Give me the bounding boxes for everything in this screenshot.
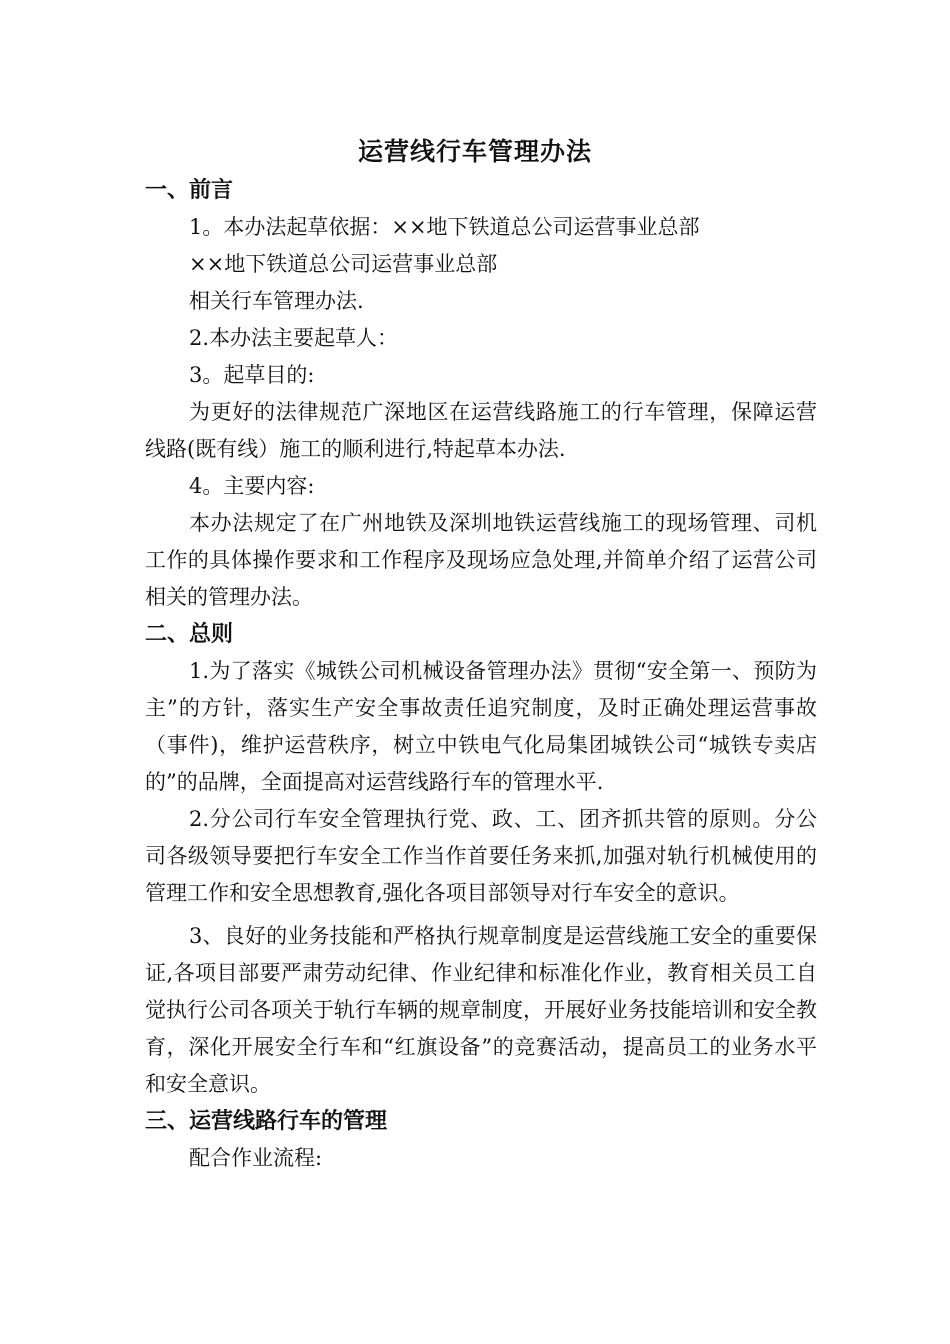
section-heading-operation: 三、运营线路行车的管理	[145, 1109, 388, 1134]
paragraph: 1。本办法起草依据：××地下铁道总公司运营事业总部	[189, 215, 700, 239]
paragraph: 3。起草目的:	[189, 363, 315, 387]
paragraph: 2.分公司行车安全管理执行党、政、工、团齐抓共管的原则。分公司各级领导要把行车安全工作当作首要任务来抓,加强对轨行机械使用的管理工作和安全思想教育,强化各项目部领导对行车安全的意识。	[145, 807, 817, 905]
paragraph: 2.本办法主要起草人：	[189, 326, 399, 350]
paragraph: 本办法规定了在广州地铁及深圳地铁运营线施工的现场管理、司机工作的具体操作要求和工作程序及现场应急处理,并简单介绍了运营公司相关的管理办法。	[145, 511, 817, 609]
document-body	[145, 172, 817, 1177]
paragraph: 4。主要内容:	[189, 474, 315, 498]
section-heading-preface: 一、前言	[145, 178, 234, 203]
paragraph: 1.为了落实《城铁公司机械设备管理办法》贯彻“安全第一、预防为主”的方针，落实生产安全事故责任追究制度，及时正确处理运营事故（事件)，维护运营秩序，树立中铁电气化局集团城铁公司“城铁专卖店的”的品牌，全面提高对运营线路行车的管理水平.	[145, 659, 817, 794]
paragraph: 3、良好的业务技能和严格执行规章制度是运营线施工安全的重要保证,各项目部要严肃劳动纪律、作业纪律和标准化作业，教育相关员工自觉执行公司各项关于轨行车辆的规章制度，开展好业务技能培训和安全教育，深化开展安全行车和“红旗设备”的竞赛活动，提高员工的业务水平和安全意识。	[145, 924, 817, 1096]
document-title: 运营线行车管理办法	[357, 137, 592, 166]
paragraph: 相关行车管理办法.	[189, 289, 364, 313]
section-heading-general: 二、总则	[145, 622, 234, 647]
paragraph: 配合作业流程:	[189, 1146, 323, 1170]
paragraph: ××地下铁道总公司运营事业总部	[189, 252, 498, 276]
paragraph: 为更好的法律规范广深地区在运营线路施工的行车管理，保障运营线路(既有线）施工的顺利进行,特起草本办法.	[145, 400, 817, 461]
